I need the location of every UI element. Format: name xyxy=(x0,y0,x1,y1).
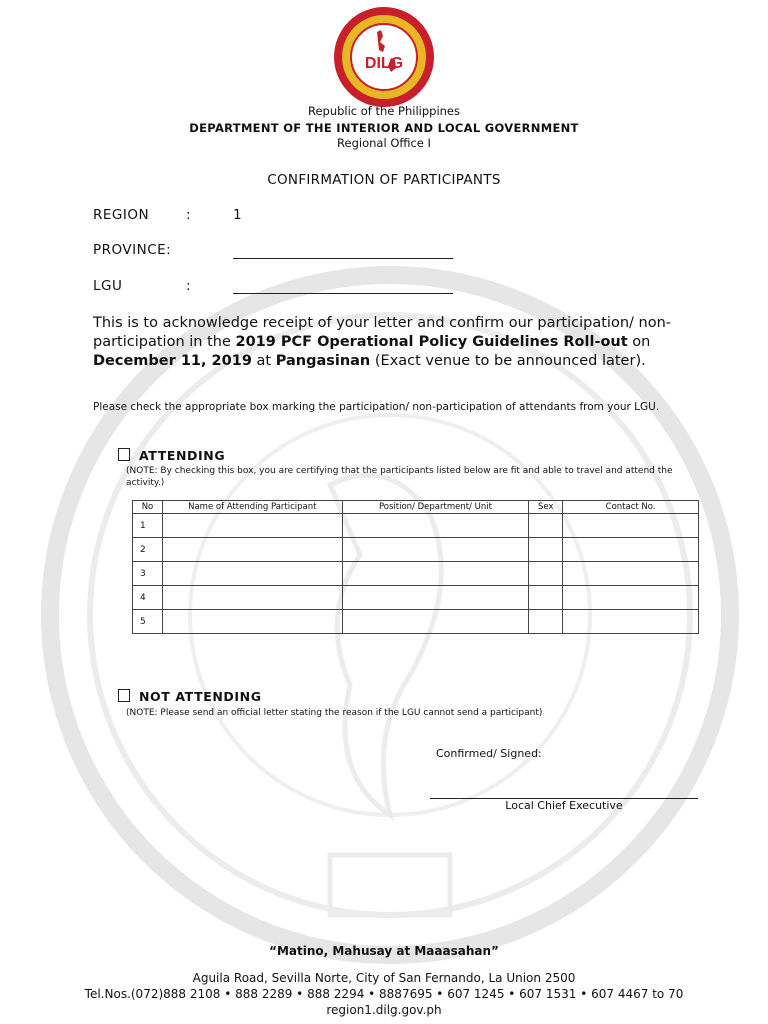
acknowledgement-paragraph: This is to acknowledge receipt of your letter and confirm our participation/ non-participation in the 2019 PCF Operational Policy Guidelines Roll-out on December 11, 2019 at Pangasinan (Exact venue to be announced later). xyxy=(93,315,671,369)
instruction-text: Please check the appropriate box marking the participation/ non-participation of attendants from your LGU. xyxy=(93,401,660,413)
sex-cell[interactable] xyxy=(529,514,563,538)
name-cell[interactable] xyxy=(162,586,342,610)
event-name: 2019 PCF Operational Policy Guidelines Roll-out xyxy=(235,334,628,350)
row-number: 4 xyxy=(133,586,163,610)
table-header-row xyxy=(133,501,699,514)
col-header-position: Position/ Department/ Unit xyxy=(342,501,529,514)
row-number: 3 xyxy=(133,562,163,586)
not-attending-checkbox[interactable] xyxy=(118,689,130,702)
contact-cell[interactable] xyxy=(563,514,699,538)
attending-label: ATTENDING xyxy=(139,448,226,463)
province-field-line[interactable] xyxy=(233,258,453,259)
sex-cell[interactable] xyxy=(529,586,563,610)
table-row xyxy=(133,586,699,610)
table-row xyxy=(133,610,699,634)
row-number: 5 xyxy=(133,610,163,634)
name-cell[interactable] xyxy=(162,610,342,634)
footer-motto: “Matino, Mahusay at Maaasahan” xyxy=(269,944,499,958)
contact-cell[interactable] xyxy=(563,610,699,634)
attending-note: (NOTE: By checking this box, you are certifying that the participants listed below are fit and able to travel and attend the activity.) xyxy=(126,466,673,488)
name-cell[interactable] xyxy=(162,562,342,586)
region-label: REGION xyxy=(93,207,150,223)
name-cell[interactable] xyxy=(162,514,342,538)
regional-office: Regional Office I xyxy=(337,136,431,150)
col-header-sex: Sex xyxy=(529,501,563,514)
contact-cell[interactable] xyxy=(563,562,699,586)
table-row xyxy=(133,514,699,538)
not-attending-label: NOT ATTENDING xyxy=(139,689,262,704)
sex-cell[interactable] xyxy=(529,610,563,634)
signatory-title: Local Chief Executive xyxy=(505,799,623,812)
attending-checkbox[interactable] xyxy=(118,448,130,461)
footer-address: Aguila Road, Sevilla Norte, City of San Fernando, La Union 2500 xyxy=(192,971,576,985)
col-header-name: Name of Attending Participant xyxy=(162,501,342,514)
republic-line: Republic of the Philippines xyxy=(307,104,461,118)
region-value: 1 xyxy=(233,207,242,223)
col-header-contact: Contact No. xyxy=(563,501,699,514)
table-row xyxy=(133,562,699,586)
event-date: December 11, 2019 xyxy=(93,353,252,369)
confirmed-signed-label: Confirmed/ Signed: xyxy=(436,747,542,760)
dilg-seal-logo xyxy=(333,6,435,108)
participants-table xyxy=(132,500,699,634)
position-cell[interactable] xyxy=(342,610,529,634)
contact-cell[interactable] xyxy=(563,586,699,610)
not-attending-note: (NOTE: Please send an official letter stating the reason if the LGU cannot send a participant) xyxy=(126,708,543,718)
col-header-no: No xyxy=(133,501,163,514)
row-number: 2 xyxy=(133,538,163,562)
sex-cell[interactable] xyxy=(529,538,563,562)
footer-telephone: Tel.Nos.(072)888 2108 • 888 2289 • 888 2294 • 8887695 • 607 1245 • 607 1531 • 607 4467 to 70 xyxy=(84,987,684,1001)
province-label: PROVINCE: xyxy=(93,242,172,258)
department-name: DEPARTMENT OF THE INTERIOR AND LOCAL GOVERNMENT xyxy=(189,121,579,135)
contact-cell[interactable] xyxy=(563,538,699,562)
region-colon: : xyxy=(186,207,191,223)
sex-cell[interactable] xyxy=(529,562,563,586)
seal-text: DILG xyxy=(364,55,404,72)
lgu-label: LGU xyxy=(93,278,123,294)
document-title: CONFIRMATION OF PARTICIPANTS xyxy=(267,172,501,188)
lgu-field-line[interactable] xyxy=(233,293,453,294)
position-cell[interactable] xyxy=(342,538,529,562)
name-cell[interactable] xyxy=(162,538,342,562)
footer-website[interactable]: region1.dilg.gov.ph xyxy=(326,1003,442,1017)
lgu-colon: : xyxy=(186,278,191,294)
position-cell[interactable] xyxy=(342,562,529,586)
table-row xyxy=(133,538,699,562)
position-cell[interactable] xyxy=(342,586,529,610)
row-number: 1 xyxy=(133,514,163,538)
event-place: Pangasinan xyxy=(275,353,371,369)
position-cell[interactable] xyxy=(342,514,529,538)
